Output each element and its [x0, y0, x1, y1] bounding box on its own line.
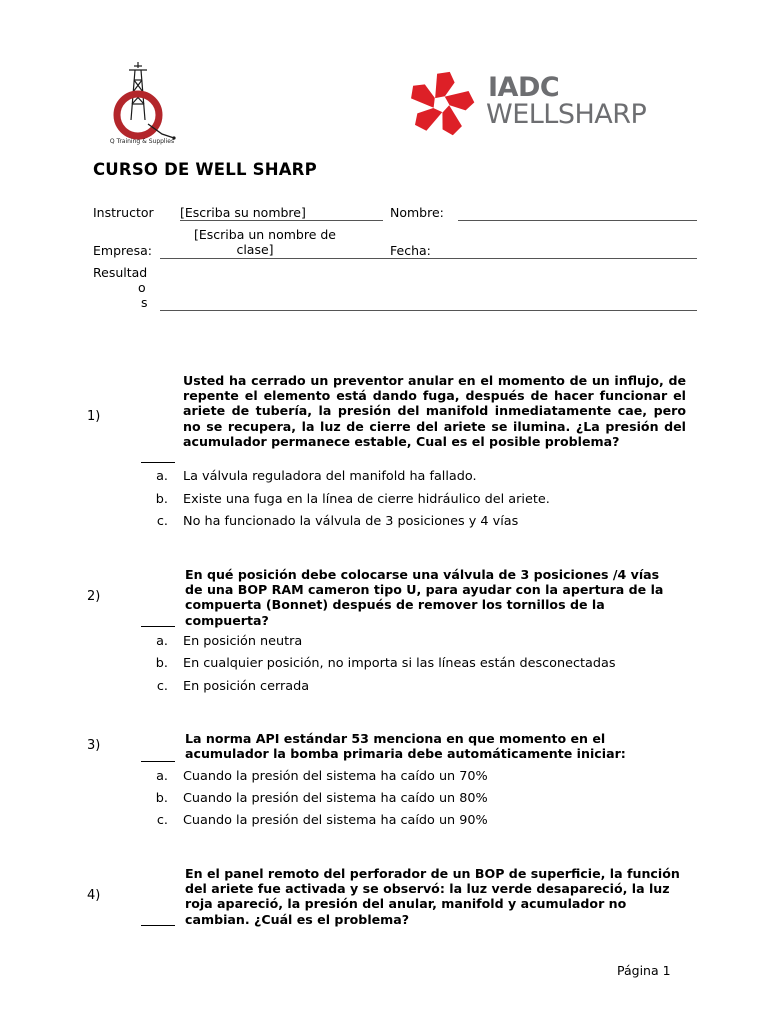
- page-number: Página 1: [617, 963, 671, 978]
- nombre-field[interactable]: [458, 220, 697, 221]
- qtraining-caption: Q Training & Supplies: [109, 138, 175, 145]
- option-letter: b.: [155, 492, 168, 507]
- option-letter: c.: [156, 813, 168, 828]
- option-letter: c.: [156, 679, 168, 694]
- option-letter: a.: [156, 769, 168, 784]
- option-letter: a.: [156, 634, 168, 649]
- instructor-value[interactable]: [Escriba su nombre]: [180, 205, 306, 220]
- question-text: En qué posición debe colocarse una válvula de 3 posiciones /4 vías de una BOP RAM cameron tipo U, para ayudar con la apertura de la compuerta (Bonnet) después de remover los tornillos de la compuerta?: [185, 567, 664, 628]
- qtraining-logo: [104, 60, 180, 150]
- option-text[interactable]: En posición cerrada: [183, 679, 310, 694]
- option-letter: c.: [156, 514, 168, 529]
- resultados-label-line1: Resultad: [93, 265, 148, 280]
- question-text: Usted ha cerrado un preventor anular en el momento de un influjo, de repente el elemento está dando fuga, después de hacer funcionar el ariete de tubería, la presión del manifold inmediatamente cae, pero no se recupera, la luz de cierre del ariete se ilumina. ¿La presión del acumulador permanece estable, Cual es el posible problema?: [183, 373, 686, 449]
- question-text: En el panel remoto del perforador de un BOP de superficie, la función del ariete fue activada y se observó: la luz verde desapareció, la luz roja apareció, la presión del anular, manifold y acumulador no cambian. ¿Cuál es el problema?: [185, 866, 680, 927]
- iadc-logo-mark: [402, 70, 480, 138]
- wellsharp-wordmark: WELLSHARP: [486, 99, 647, 130]
- option-letter: b.: [155, 791, 168, 806]
- answer-blank[interactable]: [141, 925, 175, 926]
- option-letter: b.: [155, 656, 168, 671]
- empresa-label: Empresa:: [93, 243, 152, 258]
- option-text[interactable]: Cuando la presión del sistema ha caído un 90%: [183, 813, 488, 828]
- question-number: 4): [87, 888, 101, 903]
- answer-blank[interactable]: [141, 626, 175, 627]
- empresa-underline: [160, 258, 697, 259]
- question-text: La norma API estándar 53 menciona en que momento en el acumulador la bomba primaria debe automáticamente iniciar:: [185, 731, 626, 762]
- instructor-label: Instructor: [93, 205, 154, 220]
- resultados-label-line2: o: [138, 280, 146, 295]
- instructor-underline: [180, 220, 383, 221]
- resultados-field[interactable]: [160, 310, 697, 311]
- option-text[interactable]: No ha funcionado la válvula de 3 posiciones y 4 vías: [183, 514, 519, 529]
- resultados-label-line3: s: [141, 295, 148, 310]
- fecha-label: Fecha:: [390, 243, 431, 258]
- course-title: CURSO DE WELL SHARP: [93, 160, 317, 179]
- option-text[interactable]: En cualquier posición, no importa si las líneas están desconectadas: [183, 656, 616, 671]
- answer-blank[interactable]: [141, 761, 175, 762]
- answer-blank[interactable]: [141, 462, 175, 463]
- option-text[interactable]: Cuando la presión del sistema ha caído un 70%: [183, 769, 488, 784]
- question-number: 1): [87, 409, 101, 424]
- option-text[interactable]: En posición neutra: [183, 634, 303, 649]
- option-text[interactable]: Cuando la presión del sistema ha caído un 80%: [183, 791, 488, 806]
- question-number: 3): [87, 738, 101, 753]
- empresa-value-line1[interactable]: [Escriba un nombre de: [194, 227, 336, 242]
- option-letter: a.: [156, 469, 168, 484]
- empresa-value-line2[interactable]: clase]: [236, 242, 274, 257]
- iadc-wordmark: IADC: [488, 72, 560, 103]
- nombre-label: Nombre:: [390, 205, 444, 220]
- question-number: 2): [87, 589, 101, 604]
- option-text[interactable]: La válvula reguladora del manifold ha fallado.: [183, 469, 477, 484]
- option-text[interactable]: Existe una fuga en la línea de cierre hidráulico del ariete.: [183, 492, 550, 507]
